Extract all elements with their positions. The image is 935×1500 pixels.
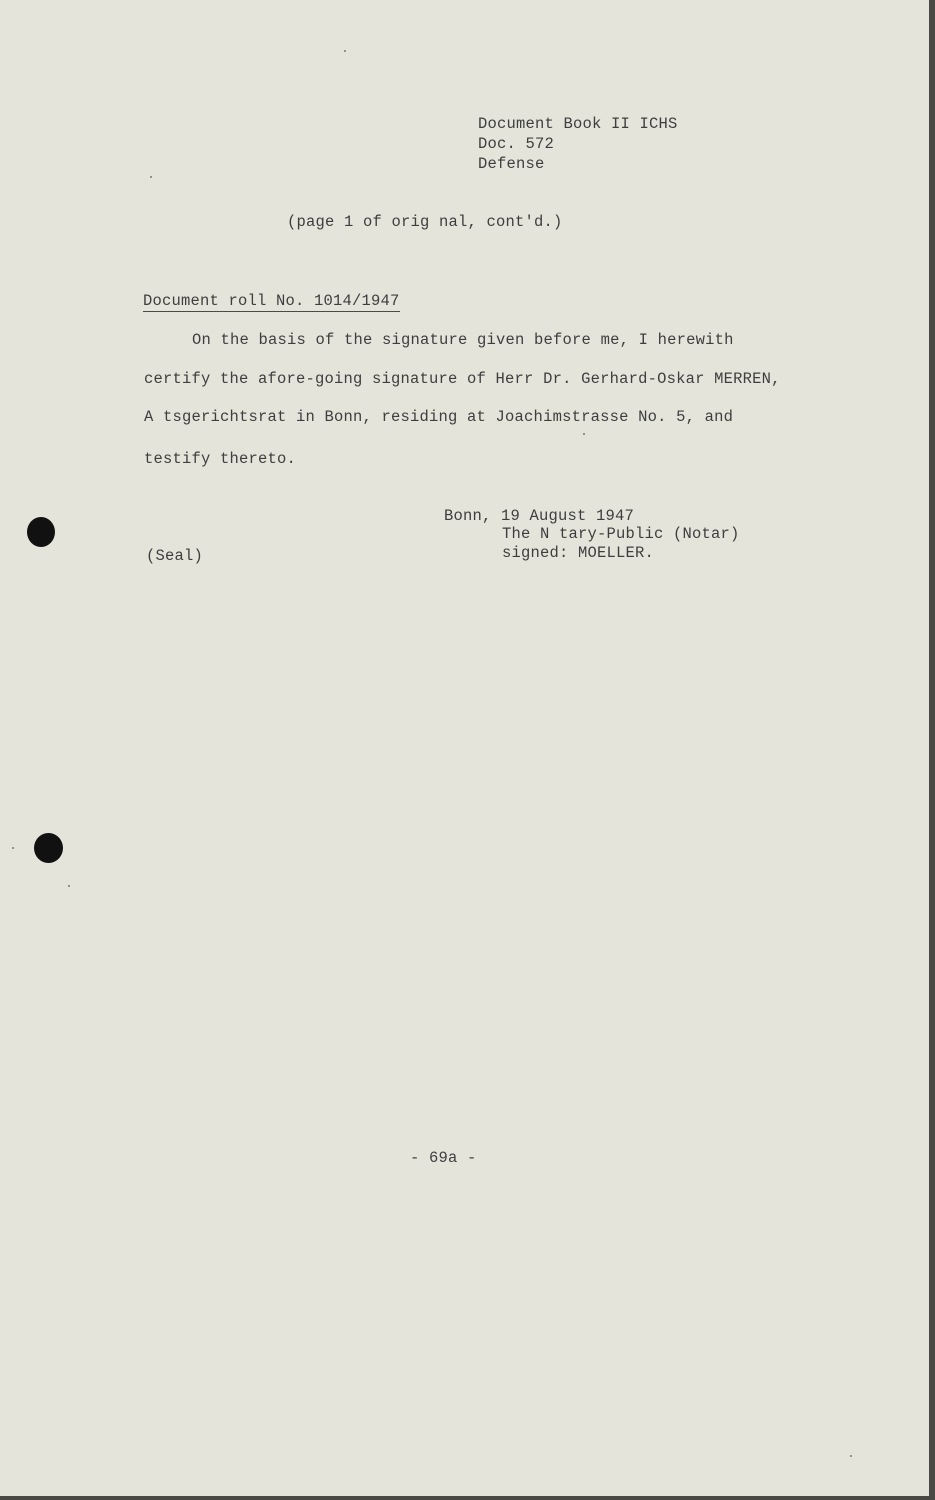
seal-label: (Seal) <box>146 547 204 565</box>
body-line-1: On the basis of the signature given before me, I herewith <box>192 331 734 349</box>
body-line-3: A tsgerichtsrat in Bonn, residing at Joachimstrasse No. 5, and <box>144 408 734 426</box>
paper-speck <box>150 176 152 178</box>
header-document-book: Document Book II ICHS <box>478 115 678 133</box>
body-line-2: certify the afore-going signature of Herr Dr. Gerhard-Oskar MERREN, <box>144 370 781 388</box>
paper-speck <box>850 1455 852 1457</box>
signature-office: The N tary-Public (Notar) <box>502 525 740 543</box>
header-defense: Defense <box>478 155 545 173</box>
page-note: (page 1 of orig nal, cont'd.) <box>287 213 563 231</box>
punch-hole-bottom <box>34 833 63 863</box>
paper-speck <box>68 885 70 887</box>
header-doc-number: Doc. 572 <box>478 135 555 153</box>
paper-speck <box>344 50 346 52</box>
body-line-4: testify thereto. <box>144 450 297 468</box>
paper-speck <box>583 433 585 435</box>
page-number: - 69a - <box>410 1149 477 1167</box>
scan-border-bottom <box>0 1496 935 1500</box>
scan-border-right <box>929 0 935 1500</box>
punch-hole-top <box>27 517 55 547</box>
signature-signed: signed: MOELLER. <box>502 544 655 562</box>
signature-place-date: Bonn, 19 August 1947 <box>444 507 635 525</box>
document-roll-heading: Document roll No. 1014/1947 <box>143 292 400 310</box>
paper-speck <box>12 847 14 849</box>
